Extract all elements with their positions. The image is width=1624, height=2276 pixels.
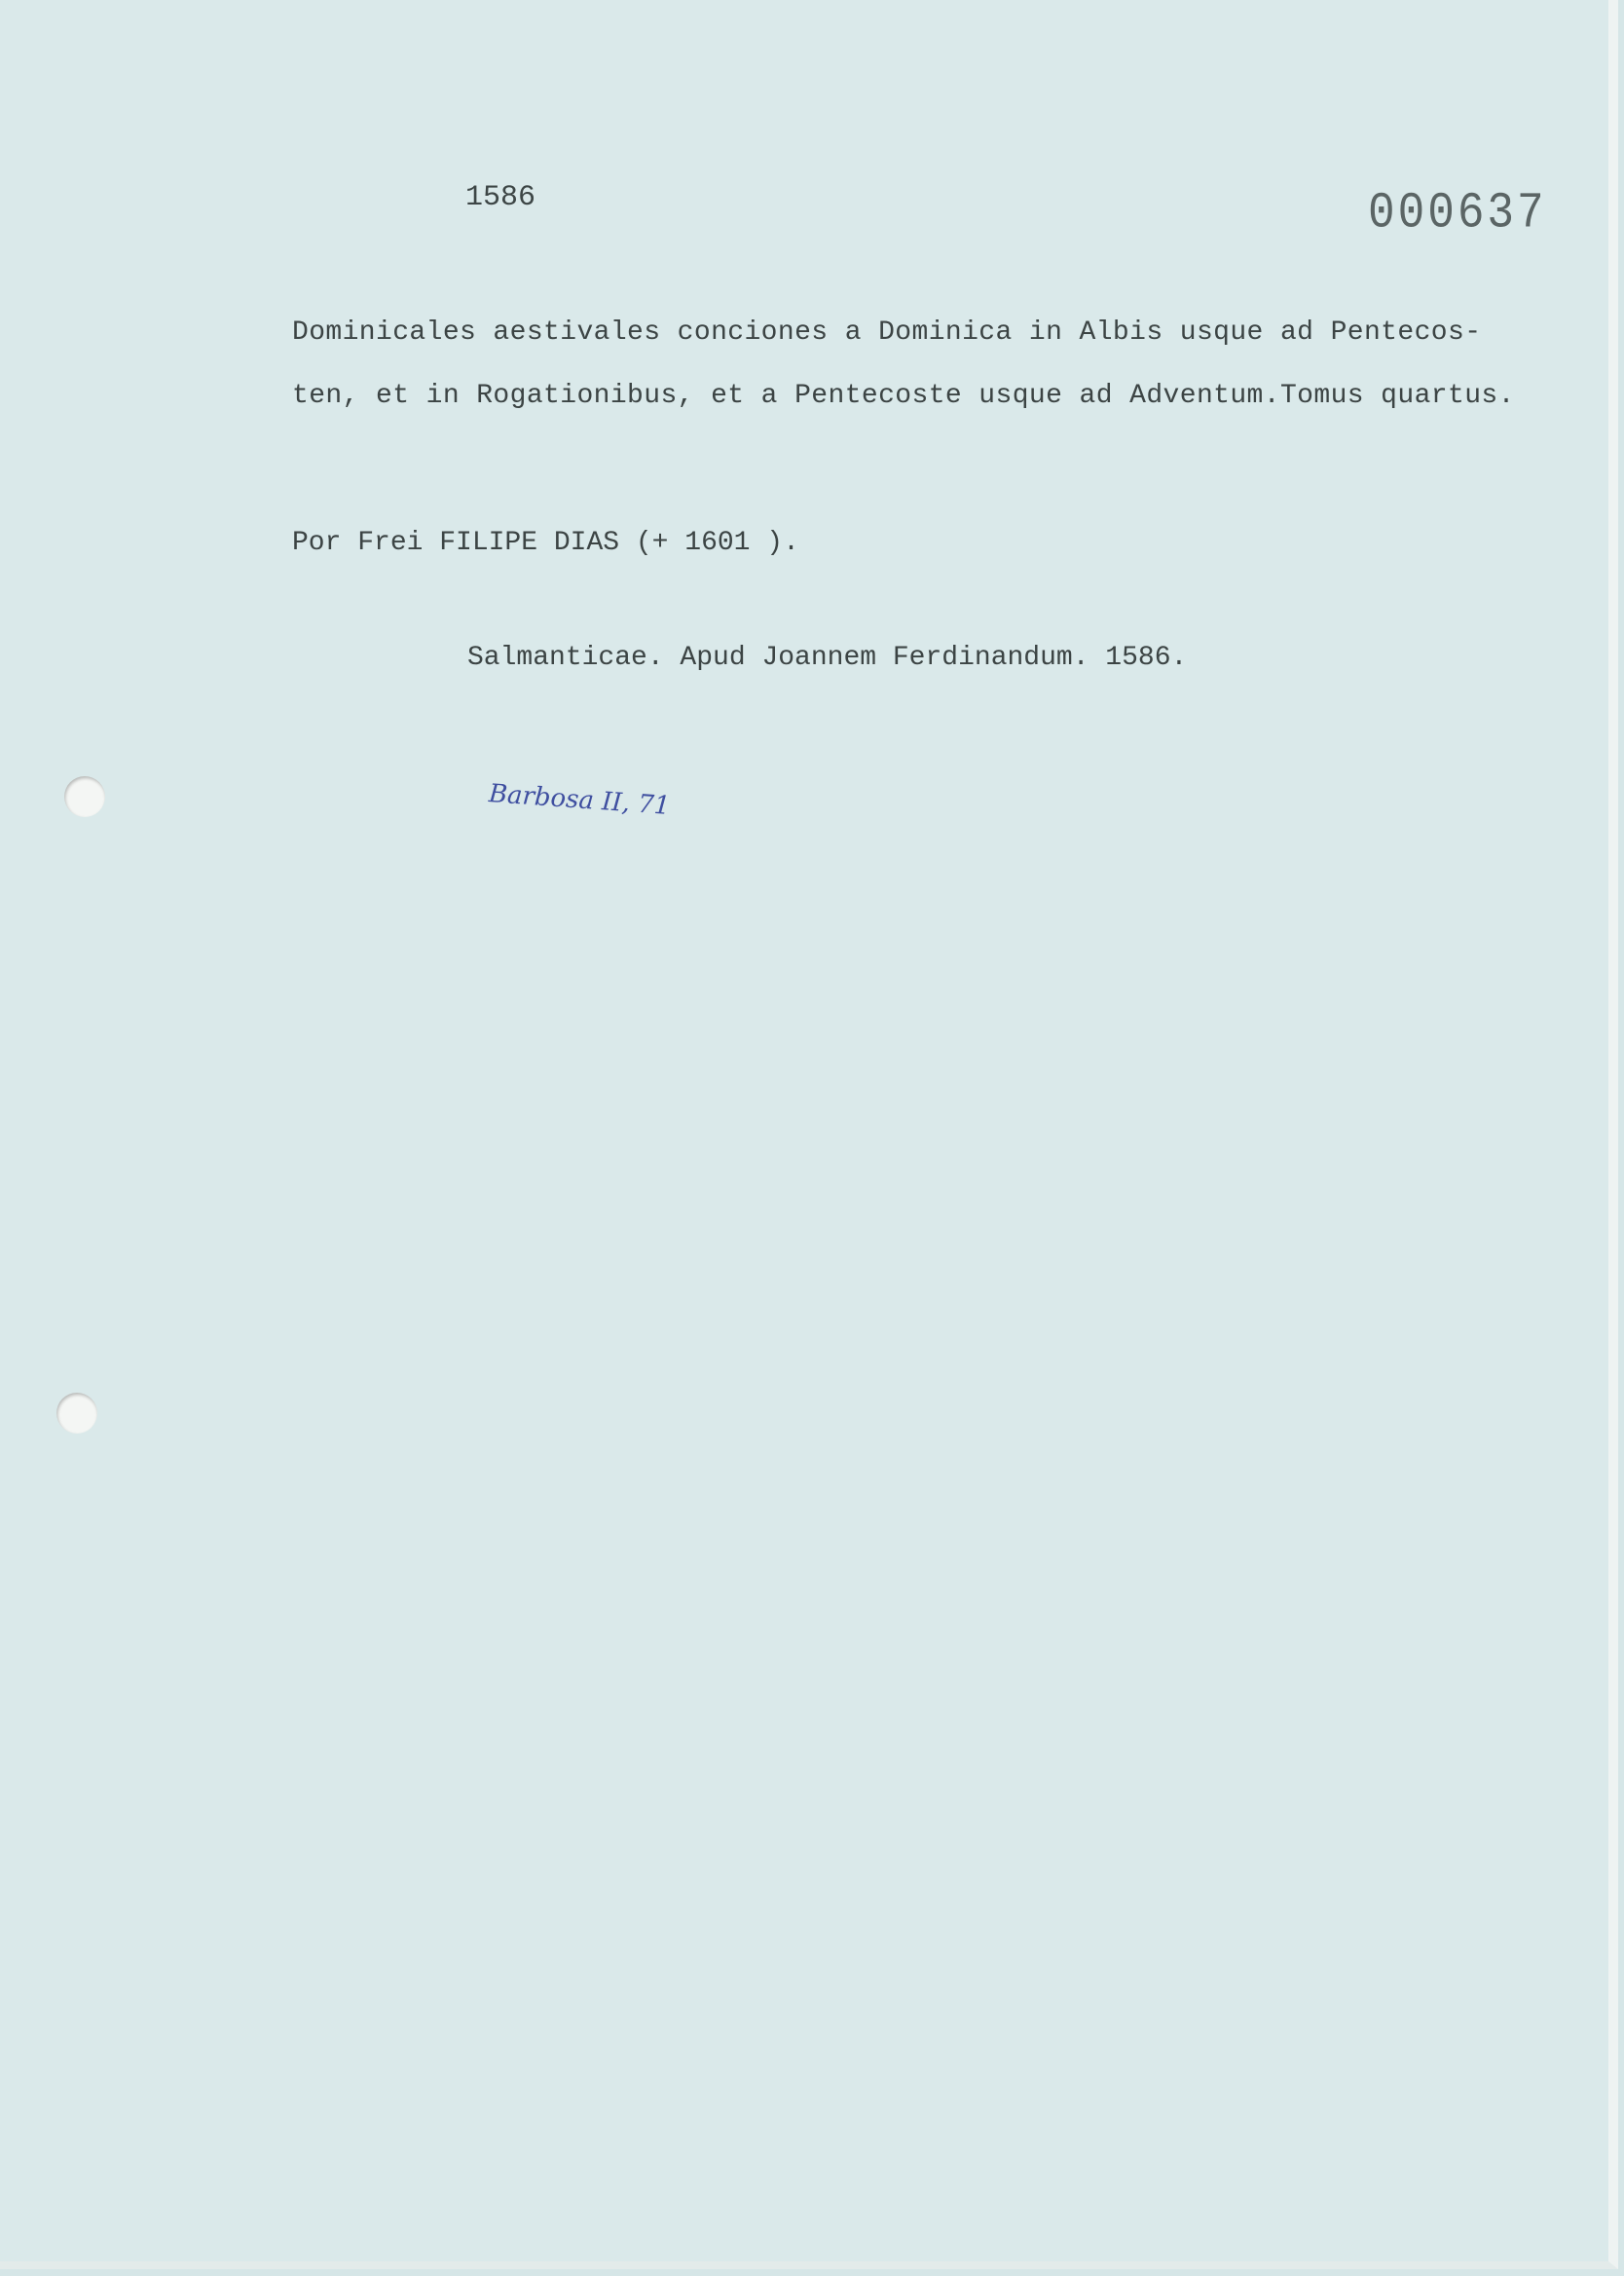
punch-hole-icon: [64, 776, 105, 817]
author-line: Por Frei FILIPE DIAS (+ 1601 ).: [292, 528, 799, 558]
reference-number-stamp: 000637: [1368, 185, 1547, 243]
title-line-1: Dominicales aestivales conciones a Dominica in Albis usque ad Pentecos-: [292, 317, 1482, 348]
handwritten-note: Barbosa II, 71: [487, 779, 672, 821]
imprint-line: Salmanticae. Apud Joannem Ferdinandum. 1586.: [467, 643, 1188, 673]
card-year: 1586: [465, 181, 536, 214]
title-line-2: ten, et in Rogationibus, et a Pentecoste usque ad Adventum.Tomus quartus.: [292, 381, 1515, 411]
punch-hole-icon: [56, 1393, 97, 1434]
